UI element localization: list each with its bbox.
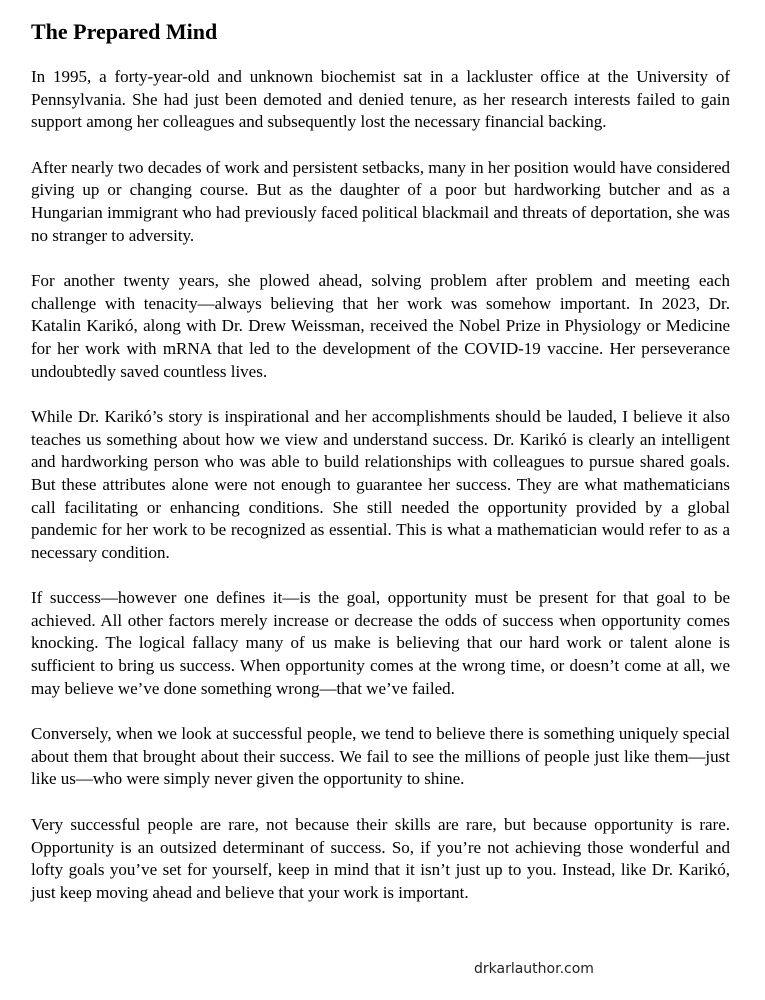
paragraph-2: After nearly two decades of work and persistent setbacks, many in her position would have considered giving up or changing course. But as the daughter of a poor but hardworking butcher and as a Hungarian immigrant who had previously faced political blackmail and threats of deportation, she was no stranger to adversity. xyxy=(31,157,730,245)
paragraph-7: Very successful people are rare, not because their skills are rare, but because opportunity is rare. Opportunity is an outsized determinant of success. So, if you’re not achieving those wonderful and lofty goals you’ve set for yourself, keep in mind that it isn’t just up to you. Instead, like Dr. Karikó, just keep moving ahead and believe that your work is important. xyxy=(31,815,730,902)
document-page xyxy=(31,18,730,927)
paragraph-3: For another twenty years, she plowed ahead, solving problem after problem and meeting each challenge with tenacity—always believing that her work was somehow important. In 2023, Dr. Katalin Karikó, along with Dr. Drew Weissman, received the Nobel Prize in Physiology or Medicine for her work with mRNA that led to the development of the COVID-19 vaccine. Her perseverance undoubtedly saved countless lives. xyxy=(31,271,730,381)
paragraph-1: In 1995, a forty-year-old and unknown biochemist sat in a lackluster office at the University of Pennsylvania. She had just been demoted and denied tenure, as her research interests failed to gain support among her colleagues and subsequently lost the necessary financial backing. xyxy=(31,67,730,132)
footer-website: drkarlauthor.com xyxy=(474,961,594,977)
document-title: The Prepared Mind xyxy=(31,19,218,44)
paragraph-4: While Dr. Karikó’s story is inspirational and her accomplishments should be lauded, I believe it also teaches us something about how we view and understand success. Dr. Karikó is clearly an intelligent and hardworking person who was able to build relationships with colleagues to pursue shared goals. But these attributes alone were not enough to guarantee her success. They are what mathematicians call facilitating or enhancing conditions. She still needed the opportunity provided by a global pandemic for her work to be recognized as essential. This is what a mathematician would refer to as a necessary condition. xyxy=(31,407,730,562)
paragraph-6: Conversely, when we look at successful people, we tend to believe there is something uniquely special about them that brought about their success. We fail to see the millions of people just like them—just like us—who were simply never given the opportunity to shine. xyxy=(31,724,730,789)
paragraph-5: If success—however one defines it—is the goal, opportunity must be present for that goal to be achieved. All other factors merely increase or decrease the odds of success when opportunity comes knocking. The logical fallacy many of us make is believing that our hard work or talent alone is sufficient to bring us success. When opportunity comes at the wrong time, or doesn’t come at all, we may believe we’ve done something wrong—that we’ve failed. xyxy=(31,588,730,698)
